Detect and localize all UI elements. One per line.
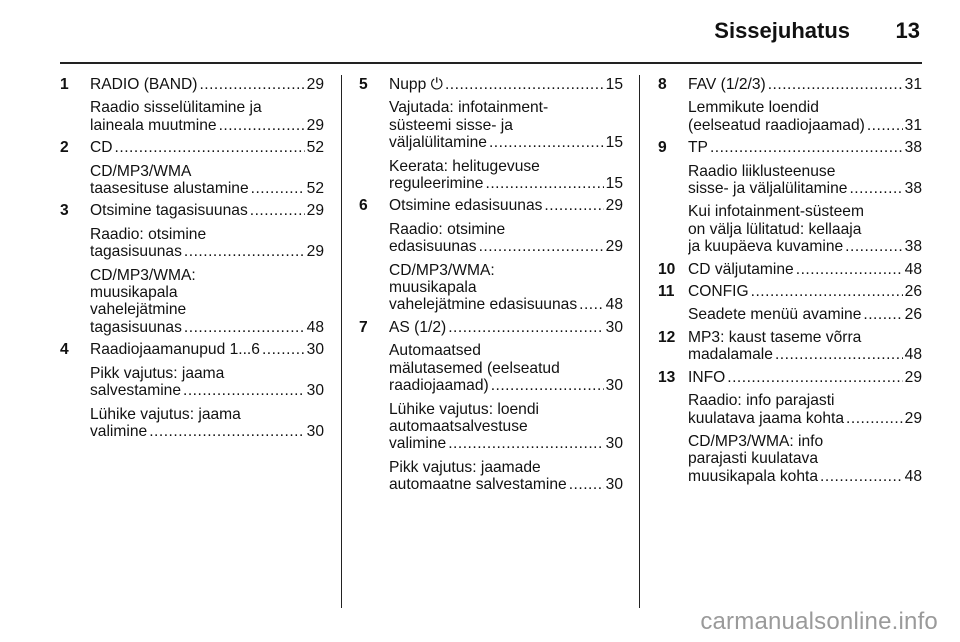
toc-page-ref: 31 [904,76,922,93]
toc-item-text-line: Automaatsed [389,342,481,360]
toc-entry-number: 10 [658,260,676,278]
dot-leader [219,117,305,134]
toc-item [688,76,922,93]
toc-item-title: raadiojaamad) [389,377,489,395]
toc-item-text-line: mälutasemed (eelseatud [389,359,560,377]
toc-item-title: Otsimine tagasisuunas [90,202,248,220]
toc-leader-row [688,76,922,93]
toc-item-text-line: Lemmikute loendid [688,99,819,117]
dot-leader [845,238,902,255]
toc-page-ref: 38 [904,238,922,256]
toc-leader-row [389,435,623,452]
toc-item-title: CD väljutamine [688,260,794,278]
toc-item-title: ja kuupäeva kuvamine [688,238,844,256]
toc-subitem [688,392,922,427]
dot-leader [485,175,603,192]
toc-page-ref: 29 [904,368,922,386]
toc-item-text-line: Pikk vajutus: jaamade [389,458,541,476]
column-divider-2 [639,75,640,608]
toc-item-title: AS (1/2) [389,318,447,336]
toc-leader-row [90,117,324,134]
toc-item-title: väljalülitamine [389,134,487,152]
toc-item [90,76,324,93]
toc-entry [658,261,922,278]
toc-page-ref: 29 [605,197,623,215]
toc-page-ref: 26 [904,283,922,301]
toc-subitem [389,459,623,494]
toc-page-ref: 15 [605,175,623,193]
dot-leader [579,296,604,313]
toc-item-title: madalamale [688,346,773,364]
toc-page-ref: 52 [306,139,324,157]
toc-item-text-line: Kui infotainment-süsteem [688,203,864,221]
toc-item-title: Raadiojaamanupud 1...6 [90,341,260,359]
toc-item-title: CONFIG [688,283,749,301]
dot-leader [250,202,305,219]
dot-leader [867,117,903,134]
toc-item-text-line: Vajutada: infotainment- [389,99,549,117]
toc-subitem [688,203,922,255]
toc-page-ref: 30 [605,476,623,494]
toc-entry-number: 12 [658,328,676,346]
page-header [60,16,922,52]
toc-page-ref: 15 [605,134,623,152]
toc-entry-number: 1 [60,76,69,93]
toc-item [688,369,922,386]
toc-entry-number: 9 [658,139,667,157]
toc-entry [658,369,922,485]
toc-item-title: vahelejätmine edasisuunas [389,296,578,314]
dot-leader [445,76,604,93]
toc-leader-row [90,180,324,197]
column-divider-1 [341,75,342,608]
toc-item-text-line: Keerata: helitugevuse [389,157,540,175]
toc-leader-row [688,468,922,485]
toc-subitem [389,99,623,151]
dot-leader [251,180,305,197]
toc-leader-row [389,175,623,192]
toc-subitem [90,365,324,400]
toc-entry [60,202,324,336]
toc-leader-row [688,139,922,156]
toc-leader-row [90,139,324,156]
toc-entry-number: 8 [658,76,667,93]
toc-subitem [688,163,922,198]
toc-entry [658,329,922,364]
toc-item-text-line: muusikapala [90,284,178,302]
toc-entry-number: 13 [658,368,676,386]
toc-item-title: salvestamine [90,382,182,400]
toc-item-text-line: automaatsalvestuse [389,417,528,435]
toc-leader-row [389,134,623,151]
toc-page-ref: 38 [904,180,922,198]
toc-entry [658,76,922,134]
dot-leader [569,476,604,493]
toc-item-title: FAV (1/2/3) [688,76,766,93]
toc-item-title: edasisuunas [389,238,477,256]
dot-leader [491,377,604,394]
toc-page-ref: 48 [605,296,623,314]
toc-item-text-line: parajasti kuulatava [688,450,819,468]
toc-item-text-line: Raadio: otsimine [90,225,207,243]
dot-leader [710,139,903,156]
header-rule [60,62,922,64]
dot-leader [149,423,304,440]
toc-subitem [90,226,324,261]
toc-page-ref: 30 [306,382,324,400]
dot-leader [863,306,902,323]
toc-item-text-line: CD/MP3/WMA [90,162,192,180]
toc-item-text-line: on välja lülitatud: kellaaja [688,220,862,238]
toc-leader-row [688,180,922,197]
toc-page-ref: 48 [904,346,922,364]
dot-leader [727,369,902,386]
toc-item-title: RADIO (BAND) [90,76,198,93]
dot-leader [184,319,305,336]
toc-entry-number: 5 [359,76,368,93]
toc-item-title: automaatne salvestamine [389,476,567,494]
toc-item-text-line: Raadio: otsimine [389,220,506,238]
toc-page-ref: 48 [904,260,922,278]
toc-entry-number: 6 [359,197,368,215]
toc-page-ref: 30 [605,435,623,453]
toc-item-title: Nupp ⏻ [389,76,443,93]
toc-item-title: reguleerimine [389,175,484,193]
toc-item-title: taasesituse alustamine [90,180,249,198]
dot-leader [262,341,305,358]
toc-subitem [688,433,922,485]
toc-page-ref: 48 [904,467,922,485]
dot-leader [751,283,903,300]
toc-page-ref: 30 [605,377,623,395]
toc-item-text-line: süsteemi sisse- ja [389,116,513,134]
toc-item-text-line: Raadio sisselülitamine ja [90,99,262,117]
toc-item-text-line: CD/MP3/WMA: [389,261,495,279]
toc-page-ref: 29 [306,116,324,134]
toc-item [688,139,922,156]
toc-entry [359,197,623,313]
toc-leader-row [389,76,623,93]
toc-entry-number: 4 [60,341,69,359]
toc-entry [359,319,623,494]
toc-leader-row [688,306,922,323]
toc-entry-number: 3 [60,202,69,220]
toc-item [90,202,324,219]
toc-item-text-line: vahelejätmine [90,301,187,319]
toc-item-title: Otsimine edasisuunas [389,197,543,215]
toc-item-title: laineala muutmine [90,116,217,134]
toc-leader-row [688,238,922,255]
toc-item-text-line: CD/MP3/WMA: [90,266,196,284]
toc-page-ref: 48 [306,318,324,336]
toc-item-text-line: Pikk vajutus: jaama [90,364,225,382]
toc-page-ref: 30 [306,341,324,359]
dot-leader [115,139,305,156]
toc-item-text-line: Raadio liiklusteenuse [688,162,836,180]
dot-leader [768,76,903,93]
toc-leader-row [389,476,623,493]
page-title: Sissejuhatus [714,18,850,43]
toc-column-1 [60,76,324,445]
toc-item [389,319,623,336]
toc-column-3 [658,76,922,490]
toc-leader-row [389,197,623,214]
toc-item-text-line: CD/MP3/WMA: info [688,432,824,450]
toc-leader-row [389,238,623,255]
toc-item-title: TP [688,139,708,157]
toc-item-title: kuulatava jaama kohta [688,409,845,427]
toc-item-title: valimine [90,422,148,440]
toc-leader-row [688,261,922,278]
toc-leader-row [688,369,922,386]
dot-leader [846,410,903,427]
toc-page-ref: 30 [605,318,623,336]
toc-item-title: sisse- ja väljalülitamine [688,180,848,198]
toc-page-ref: 26 [904,306,922,324]
toc-leader-row [688,410,922,427]
toc-subitem [389,342,623,394]
dot-leader [849,180,902,197]
dot-leader [820,468,903,485]
toc-leader-row [688,346,922,363]
toc-page-ref: 31 [904,116,922,134]
toc-leader-row [688,283,922,300]
toc-leader-row [688,117,922,134]
toc-item-title: valimine [389,435,447,453]
toc-leader-row [90,341,324,358]
dot-leader [479,238,604,255]
toc-item [389,76,623,93]
toc-subitem [90,99,324,134]
toc-subitem [389,262,623,314]
dot-leader [448,435,603,452]
dot-leader [489,134,604,151]
toc-item [688,329,922,364]
toc-page-ref: 29 [904,409,922,427]
toc-leader-row [90,382,324,399]
dot-leader [775,346,903,363]
toc-page-ref: 52 [306,180,324,198]
watermark: carmanualsonline.info [700,608,938,635]
toc-entry [658,139,922,255]
toc-item [688,261,922,278]
dot-leader [199,76,304,93]
toc-entry-number: 7 [359,318,368,336]
toc-page-ref: 29 [306,243,324,261]
toc-subitem [389,401,623,453]
toc-page-ref: 15 [605,76,623,93]
toc-subitem [389,158,623,193]
toc-item-text-line: Raadio: info parajasti [688,392,835,410]
toc-item [90,341,324,358]
toc-page-ref: 29 [306,76,324,93]
toc-entry [60,139,324,197]
toc-item-title: muusikapala kohta [688,467,819,485]
toc-column-2 [359,76,623,499]
toc-leader-row [389,296,623,313]
toc-item-text-line: Lühike vajutus: jaama [90,405,241,423]
toc-leader-row [90,202,324,219]
toc-leader-row [90,423,324,440]
dot-leader [544,197,603,214]
toc-entry-number: 11 [658,283,675,301]
toc-item-text-line: muusikapala [389,279,477,297]
toc-subitem [90,267,324,337]
toc-entry [60,76,324,134]
toc-item-title: INFO [688,368,726,386]
toc-page-ref: 38 [904,139,922,157]
toc-page-ref: 29 [605,238,623,256]
toc-item-title: tagasisuunas [90,243,182,261]
toc-leader-row [90,243,324,260]
page-number: 13 [895,18,920,43]
toc-item [389,197,623,214]
toc-leader-row [389,319,623,336]
toc-leader-row [90,319,324,336]
toc-entry [658,283,922,324]
toc-item [90,139,324,156]
toc-item-text-line: Lühike vajutus: loendi [389,400,539,418]
toc-subitem [389,221,623,256]
toc-leader-row [389,377,623,394]
toc-page-ref: 29 [306,202,324,220]
toc-item [688,283,922,300]
toc-item-title: CD [90,139,113,157]
toc-entry [60,341,324,440]
dot-leader [183,382,305,399]
toc-subitem [688,306,922,323]
toc-item-text-line: MP3: kaust taseme võrra [688,328,862,346]
toc-item-title: Seadete menüü avamine [688,306,862,324]
toc-subitem [90,406,324,441]
toc-leader-row [90,76,324,93]
toc-entry [359,76,623,192]
toc-page-ref: 30 [306,422,324,440]
dot-leader [184,243,305,260]
toc-entry-number: 2 [60,139,69,157]
toc-item-title: (eelseatud raadiojaamad) [688,116,865,134]
toc-item-title: tagasisuunas [90,318,182,336]
toc-subitem [688,99,922,134]
dot-leader [448,319,603,336]
toc-subitem [90,163,324,198]
dot-leader [796,261,903,278]
